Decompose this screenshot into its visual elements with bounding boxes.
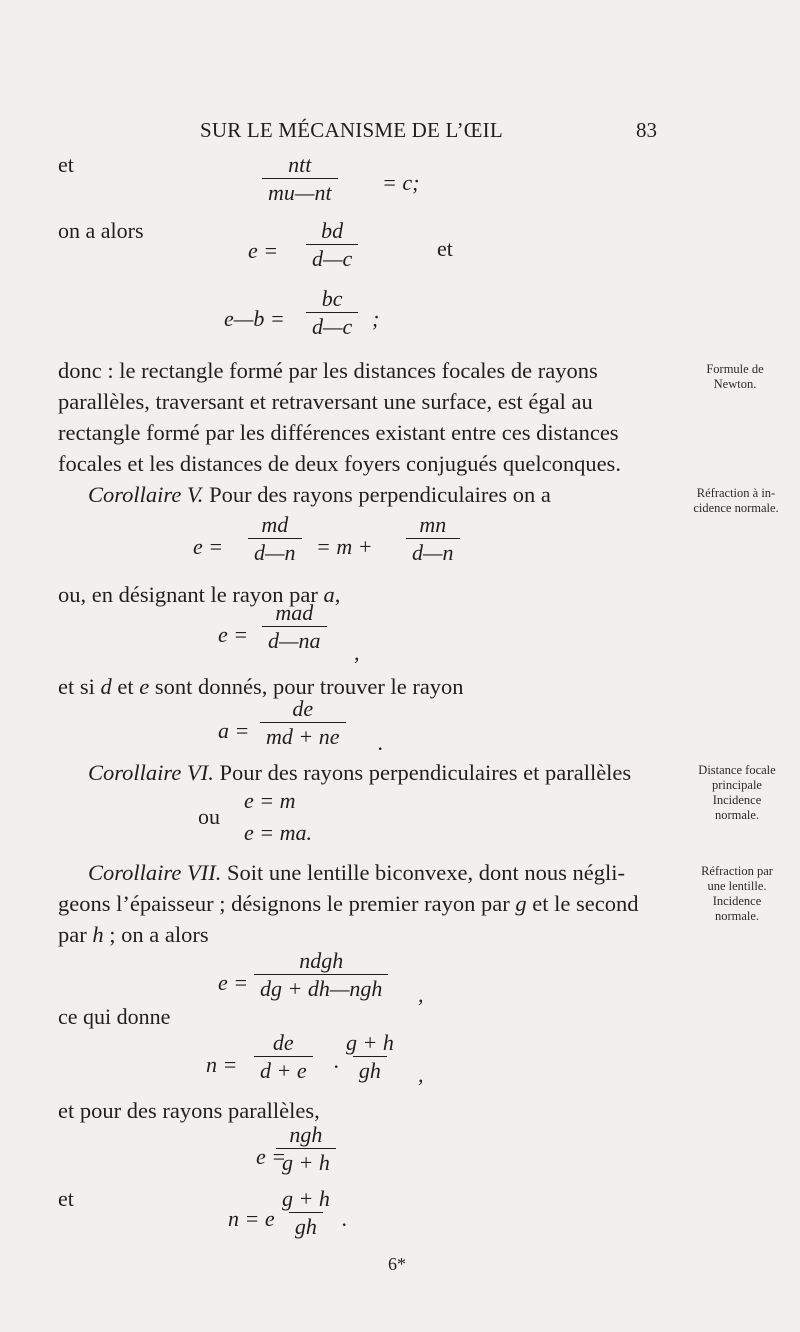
corollaire-label: Corollaire VII. xyxy=(88,860,222,885)
formula-lhs: a = xyxy=(218,718,250,743)
formula-lhs: e = xyxy=(248,238,279,263)
formula-rhs: ; xyxy=(372,306,380,331)
corollaire-vii-line: Corollaire VII. Soit une lentille biconvexe, dont nous négli- xyxy=(88,860,626,885)
formula-numerator: mn xyxy=(419,512,447,537)
formula-numerator: g + h xyxy=(346,1030,394,1055)
formula-denominator: d—n xyxy=(248,538,302,564)
formula-g-plus-h-over-gh xyxy=(340,1032,400,1082)
formula-denominator: d—n xyxy=(406,538,460,564)
formula-n-equals-e xyxy=(276,1188,336,1238)
formula-numerator: de xyxy=(272,1030,294,1055)
formula-rhs: . xyxy=(378,730,384,755)
formula-lhs: e—b = xyxy=(224,306,285,331)
text-ce-qui-donne: ce qui donne xyxy=(58,1004,171,1029)
formula-numerator: ndgh xyxy=(299,948,344,973)
formula-ndgh xyxy=(254,950,388,1000)
formula-lhs: e = xyxy=(193,534,224,559)
formula-mid: . xyxy=(334,1048,340,1073)
paragraph-line: geons l’épaisseur ; désignons le premier rayon par g et le second xyxy=(58,891,639,916)
formula-denominator: d + e xyxy=(254,1056,313,1082)
formula-rhs: , xyxy=(418,982,424,1007)
formula-numerator: bd xyxy=(321,218,344,243)
formula-denominator: md + ne xyxy=(260,722,346,748)
formula-lhs: e = xyxy=(218,622,249,647)
formula-denominator: d—c xyxy=(306,312,358,338)
formula-mn xyxy=(406,514,460,564)
formula-numerator: bc xyxy=(321,286,343,311)
formula-rhs: = c; xyxy=(382,170,420,195)
paragraph-line: et si d et e sont donnés, pour trouver le rayon xyxy=(58,674,464,699)
formula-mid: = m + xyxy=(316,534,373,559)
formula-denominator: d—na xyxy=(262,626,327,652)
formula-ngh xyxy=(276,1124,336,1174)
signature-mark: 6* xyxy=(388,1254,406,1274)
corollaire-label: Corollaire V. xyxy=(88,482,204,507)
formula-denominator: gh xyxy=(289,1212,323,1238)
formula-e-equals-ma: e = ma. xyxy=(244,820,312,845)
formula-md xyxy=(248,514,302,564)
corollaire-label: Corollaire VI. xyxy=(88,760,214,785)
paragraph-line: ou, en désignant le rayon par a, xyxy=(58,582,341,607)
formula-denominator: g + h xyxy=(276,1148,336,1174)
formula-bd xyxy=(306,220,358,270)
formula-numerator: mad xyxy=(275,600,314,625)
formula-denominator: dg + dh—ngh xyxy=(254,974,388,1000)
formula-lhs: n = xyxy=(206,1052,238,1077)
page-number: 83 xyxy=(636,118,657,142)
margin-note-refraction: Réfraction à in- cidence normale. xyxy=(693,486,779,515)
paragraph-line: focales et les distances de deux foyers conjugués quelconques. xyxy=(58,451,621,476)
text-ou: ou xyxy=(198,804,220,829)
formula-mad xyxy=(262,602,327,652)
text-et-last: et xyxy=(58,1186,74,1211)
formula-lhs: e = xyxy=(218,970,249,995)
paragraph-line: parallèles, traversant et retraversant une surface, est égal au xyxy=(58,389,593,414)
paragraph-line: donc : le rectangle formé par les distances focales de rayons xyxy=(58,358,598,383)
corollaire-v-line: Corollaire V. Pour des rayons perpendiculaires on a xyxy=(88,482,551,507)
running-header xyxy=(0,118,800,148)
text-et-inline: et xyxy=(437,236,453,261)
paragraph-line: et pour des rayons parallèles, xyxy=(58,1098,320,1123)
formula-rhs: . xyxy=(342,1206,348,1231)
formula-ntt xyxy=(262,154,338,204)
corollaire-vi-line: Corollaire VI. Pour des rayons perpendiculaires et parallèles xyxy=(88,760,632,785)
formula-lhs: e = xyxy=(256,1144,287,1169)
formula-numerator: ntt xyxy=(288,152,312,177)
formula-numerator: g + h xyxy=(282,1186,330,1211)
paragraph-line: par h ; on a alors xyxy=(58,922,209,947)
running-title: SUR LE MÉCANISME DE L’ŒIL xyxy=(200,118,503,142)
formula-rhs: , xyxy=(418,1062,424,1087)
formula-de xyxy=(260,698,346,748)
paragraph-line: rectangle formé par les différences existant entre ces distances xyxy=(58,420,619,445)
formula-numerator: md xyxy=(261,512,289,537)
formula-de-over-d-plus-e xyxy=(254,1032,313,1082)
formula-denominator: d—c xyxy=(306,244,358,270)
formula-lhs: n = e xyxy=(228,1206,275,1231)
formula-numerator: de xyxy=(292,696,314,721)
text-on-a-alors: on a alors xyxy=(58,218,144,243)
text-et-1: et xyxy=(58,152,74,177)
margin-note-distance: Distance focale principale Incidence normale. xyxy=(698,763,776,822)
formula-denominator: gh xyxy=(353,1056,387,1082)
formula-rhs: , xyxy=(354,640,360,665)
margin-note-newton: Formule de Newton. xyxy=(706,362,764,391)
formula-denominator: mu—nt xyxy=(262,178,338,204)
margin-note-lentille: Réfraction par une lentille. Incidence normale. xyxy=(701,864,773,923)
formula-e-equals-m: e = m xyxy=(244,788,296,813)
formula-numerator: ngh xyxy=(289,1122,323,1147)
formula-bc xyxy=(306,288,358,338)
